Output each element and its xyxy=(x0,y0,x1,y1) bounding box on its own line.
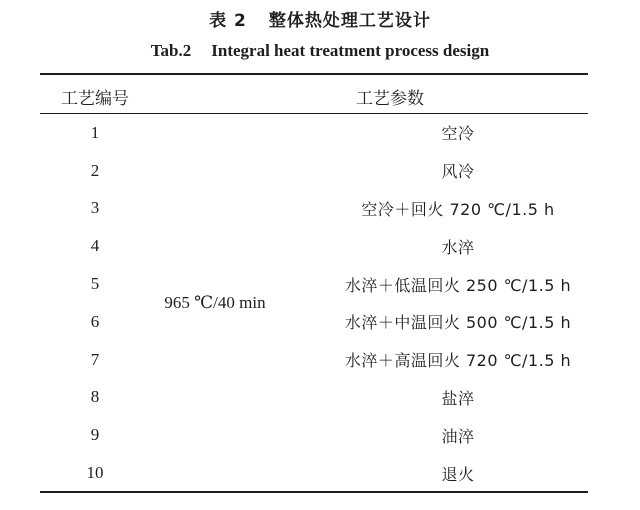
austenitizing-condition-cell: 965 ℃/40 min xyxy=(164,292,266,312)
process-no-cell: 9 xyxy=(90,425,100,445)
caption-english-title: Integral heat treatment process design xyxy=(211,41,490,60)
process-param-cell: 水淬＋低温回火 250 ℃/1.5 h xyxy=(344,275,572,295)
process-param-cell: 水淬＋高温回火 720 ℃/1.5 h xyxy=(344,351,572,371)
table-row xyxy=(40,416,588,454)
process-param-cell: 空冷＋回火 720 ℃/1.5 h xyxy=(361,199,555,219)
process-no-cell: 2 xyxy=(90,160,100,180)
caption-chinese-title: 整体热处理工艺设计 xyxy=(268,11,431,31)
process-no-cell: 8 xyxy=(90,387,100,407)
process-param-cell: 水淬＋中温回火 500 ℃/1.5 h xyxy=(344,313,572,333)
process-param-cell: 退火 xyxy=(441,464,475,484)
table-row xyxy=(40,303,588,341)
table-row xyxy=(40,152,588,190)
table-bottom-rule xyxy=(40,491,588,493)
process-no-cell: 4 xyxy=(90,236,100,256)
process-param-cell: 盐淬 xyxy=(441,388,475,408)
process-param-cell: 油淬 xyxy=(441,426,475,446)
caption-chinese-label: 表 2 xyxy=(209,11,247,31)
table-row xyxy=(40,114,588,152)
process-no-cell: 7 xyxy=(90,349,100,369)
header-process-params: 工艺参数 xyxy=(356,89,424,109)
caption-chinese xyxy=(0,6,640,31)
process-param-cell: 水淬 xyxy=(441,237,475,257)
table-row xyxy=(40,265,588,303)
process-param-cell: 风冷 xyxy=(441,162,475,182)
process-no-cell: 3 xyxy=(90,198,100,218)
process-no-cell: 5 xyxy=(90,274,100,294)
header-process-no: 工艺编号 xyxy=(61,89,129,109)
caption-english xyxy=(0,41,640,61)
table-row xyxy=(40,379,588,417)
table-row xyxy=(40,227,588,265)
caption-english-label: Tab.2 xyxy=(150,41,192,60)
process-param-cell: 空冷 xyxy=(441,124,475,144)
process-no-cell: 6 xyxy=(90,311,100,331)
process-no-cell: 1 xyxy=(90,122,100,142)
table-row xyxy=(40,454,588,492)
process-no-cell: 10 xyxy=(86,463,104,483)
table-top-rule xyxy=(40,73,588,75)
table-row xyxy=(40,341,588,379)
table-row xyxy=(40,190,588,228)
